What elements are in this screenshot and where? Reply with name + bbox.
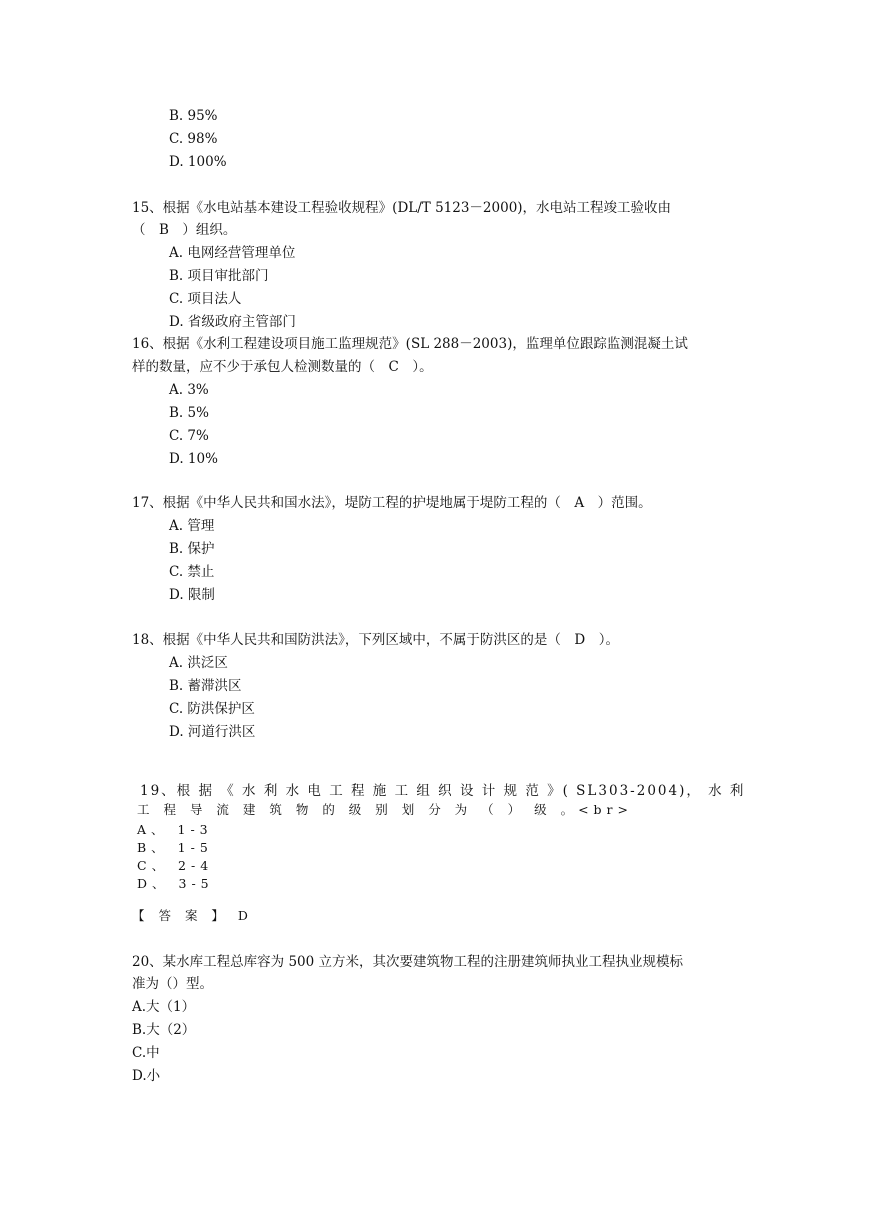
question-19-text: 19、根 据 《 水 利 水 电 工 程 施 工 组 织 设 计 规 范 》( SL303-2004)， 水 利 [140, 783, 746, 799]
q19-option-a: A、 1-3 [137, 822, 213, 837]
q18-option-c: C. 防洪保护区 [169, 701, 255, 717]
q20-option-b: B.大（2） [132, 1022, 196, 1038]
option-c: C. 98% [169, 131, 218, 147]
q17-option-c: C. 禁止 [169, 564, 215, 580]
question-16-text: 16、根据《水利工程建设项目施工监理规范》(SL 288－2003)，监理单位跟踪监测混凝土试 [132, 336, 688, 352]
q18-option-b: B. 蓄滞洪区 [169, 678, 242, 694]
question-17-text: 17、根据《中华人民共和国水法》，堤防工程的护堤地属于堤防工程的（ A ）范围。 [132, 495, 652, 511]
q18-option-d: D. 河道行洪区 [169, 724, 256, 740]
question-15-text-cont: （ B ）组织。 [132, 222, 237, 238]
q20-option-c: C.中 [132, 1045, 160, 1061]
question-19-text-cont: 工 程 导 流 建 筑 物 的 级 别 划 分 为 （ ） 级 。<br> [137, 802, 633, 817]
question-18-text: 18、根据《中华人民共和国防洪法》，下列区域中，不属于防洪区的是（ D ）。 [132, 632, 620, 648]
q16-option-b: B. 5% [169, 405, 209, 421]
q16-option-c: C. 7% [169, 428, 209, 444]
q19-answer: 【 答 案 】 D [132, 908, 253, 923]
q17-option-d: D. 限制 [169, 587, 215, 603]
question-20-text: 20、某水库工程总库容为 500 立方米，其次要建筑物工程的注册建筑师执业工程执业规模标 [132, 954, 684, 970]
q17-option-b: B. 保护 [169, 541, 215, 557]
q19-option-b: B、 1-5 [137, 840, 213, 855]
q16-option-d: D. 10% [169, 451, 218, 467]
q16-option-a: A. 3% [169, 382, 209, 398]
question-20-text-cont: 准为（）型。 [132, 976, 213, 992]
option-b: B. 95% [169, 108, 218, 124]
q19-option-d: D、 3-5 [137, 876, 214, 891]
option-d: D. 100% [169, 154, 227, 170]
q18-option-a: A. 洪泛区 [169, 655, 228, 671]
q20-option-d: D.小 [132, 1068, 161, 1084]
q15-option-c: C. 项目法人 [169, 291, 242, 307]
q19-option-c: C、 2-4 [137, 858, 214, 873]
q15-option-b: B. 项目审批部门 [169, 268, 269, 284]
question-15-text: 15、根据《水电站基本建设工程验收规程》(DL/T 5123－2000)，水电站工程竣工验收由 [132, 200, 672, 216]
q15-option-d: D. 省级政府主管部门 [169, 314, 296, 330]
q17-option-a: A. 管理 [169, 518, 215, 534]
question-16-text-cont: 样的数量，应不少于承包人检测数量的（ C ）。 [132, 359, 433, 375]
q15-option-a: A. 电网经营管理单位 [169, 245, 296, 261]
q20-option-a: A.大（1） [132, 999, 196, 1015]
